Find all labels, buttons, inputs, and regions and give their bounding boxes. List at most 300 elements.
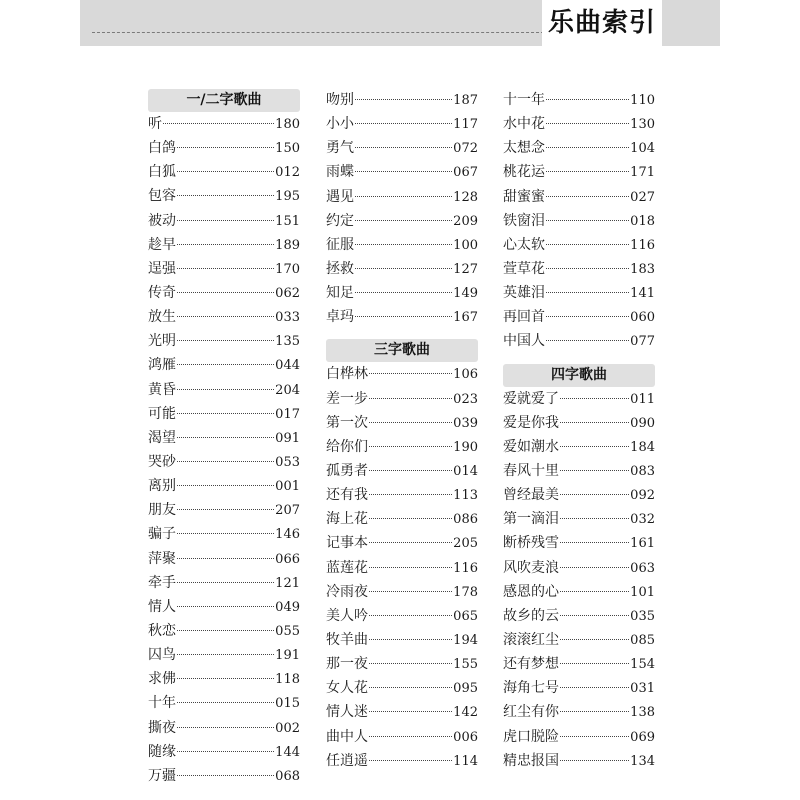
index-entry xyxy=(503,484,655,508)
dot-leader xyxy=(369,494,452,495)
song-title: 牧羊曲 xyxy=(326,631,368,648)
page-number: 189 xyxy=(275,237,300,253)
page-number: 002 xyxy=(275,720,300,736)
song-title: 囚鸟 xyxy=(148,647,176,664)
index-entry xyxy=(326,750,478,774)
index-entry xyxy=(326,484,478,508)
page-number: 035 xyxy=(630,608,655,624)
dot-leader xyxy=(355,196,452,197)
dot-leader xyxy=(560,760,629,761)
index-entry xyxy=(326,113,478,137)
page-number: 101 xyxy=(630,584,655,600)
page-number: 077 xyxy=(630,334,655,350)
page-number: 063 xyxy=(630,560,655,576)
song-title: 白桦林 xyxy=(326,366,368,383)
index-entry xyxy=(148,210,300,234)
dot-leader xyxy=(177,413,274,414)
page-number: 138 xyxy=(630,705,655,721)
song-title: 桃花运 xyxy=(503,164,545,181)
dot-leader xyxy=(369,470,452,471)
page-number: 091 xyxy=(275,430,300,446)
page-number: 116 xyxy=(630,237,655,253)
dot-leader xyxy=(177,630,274,631)
song-title: 爱是你我 xyxy=(503,414,559,431)
index-entry xyxy=(148,161,300,185)
page-number: 110 xyxy=(630,93,655,108)
section-heading: 四字歌曲 xyxy=(503,364,655,387)
page-number: 106 xyxy=(453,367,478,383)
dot-leader xyxy=(177,582,274,583)
song-title: 拯救 xyxy=(326,260,354,277)
song-title: 甜蜜蜜 xyxy=(503,188,545,205)
page-number: 015 xyxy=(275,696,300,712)
index-entry xyxy=(148,354,300,378)
page-number: 032 xyxy=(630,512,655,528)
index-entry xyxy=(503,137,655,161)
page-number: 100 xyxy=(453,237,478,253)
song-title: 万疆 xyxy=(148,767,176,784)
index-entry xyxy=(148,620,300,644)
index-entry xyxy=(503,581,655,605)
index-entry xyxy=(326,258,478,282)
index-entry xyxy=(503,412,655,436)
page-number: 092 xyxy=(630,488,655,504)
section-gap xyxy=(503,355,655,364)
song-title: 给你们 xyxy=(326,438,368,455)
dot-leader xyxy=(546,123,629,124)
dot-leader xyxy=(355,268,452,269)
dot-leader xyxy=(369,542,452,543)
index-entry xyxy=(326,677,478,701)
song-title: 离别 xyxy=(148,478,176,495)
song-title: 卓玛 xyxy=(326,309,354,326)
song-title: 可能 xyxy=(148,405,176,422)
page-number: 141 xyxy=(630,286,655,302)
song-title: 被动 xyxy=(148,212,176,229)
index-entry xyxy=(503,677,655,701)
page-number: 167 xyxy=(453,310,478,326)
dot-leader xyxy=(355,171,452,172)
index-entry xyxy=(148,499,300,523)
song-title: 那一夜 xyxy=(326,656,368,673)
dot-leader xyxy=(177,461,274,462)
page-number: 180 xyxy=(275,117,300,132)
index-entry xyxy=(326,629,478,653)
page-number: 085 xyxy=(630,632,655,648)
song-title: 十一年 xyxy=(503,92,545,108)
dot-leader xyxy=(369,639,452,640)
index-entry xyxy=(503,186,655,210)
song-title: 骗子 xyxy=(148,526,176,543)
dot-leader xyxy=(560,663,629,664)
song-title: 黄昏 xyxy=(148,381,176,398)
song-title: 还有梦想 xyxy=(503,656,559,673)
song-title: 渴望 xyxy=(148,429,176,446)
page-number: 130 xyxy=(630,117,655,133)
dot-leader xyxy=(177,606,274,607)
page-number: 072 xyxy=(453,141,478,157)
index-entry xyxy=(326,701,478,725)
index-entry xyxy=(503,306,655,330)
page-number: 104 xyxy=(630,141,655,157)
dot-leader xyxy=(560,518,629,519)
index-column-2 xyxy=(326,89,478,774)
dot-leader xyxy=(546,220,629,221)
index-entry xyxy=(503,161,655,185)
song-title: 海角七号 xyxy=(503,680,559,697)
index-entry xyxy=(503,726,655,750)
dot-leader xyxy=(560,711,629,712)
index-entry xyxy=(503,460,655,484)
dot-leader xyxy=(560,639,629,640)
index-entry xyxy=(148,379,300,403)
song-title: 传奇 xyxy=(148,284,176,301)
dot-leader xyxy=(560,687,629,688)
dot-leader xyxy=(560,470,629,471)
dot-leader xyxy=(177,268,274,269)
dot-leader xyxy=(177,171,274,172)
header-dashed-rule xyxy=(92,32,544,33)
index-entry xyxy=(326,186,478,210)
dot-leader xyxy=(355,147,452,148)
dot-leader xyxy=(369,711,452,712)
song-title: 征服 xyxy=(326,236,354,253)
page-number: 142 xyxy=(453,705,478,721)
index-entry xyxy=(503,436,655,460)
song-title: 勇气 xyxy=(326,140,354,157)
song-title: 萍聚 xyxy=(148,550,176,567)
page-number: 031 xyxy=(630,681,655,697)
dot-leader xyxy=(546,268,629,269)
dot-leader xyxy=(560,398,629,399)
index-entry xyxy=(326,282,478,306)
index-entry xyxy=(148,451,300,475)
dot-leader xyxy=(177,533,274,534)
index-entry xyxy=(326,460,478,484)
index-entry xyxy=(503,629,655,653)
page-number: 066 xyxy=(275,551,300,567)
page-number: 006 xyxy=(453,729,478,745)
index-entry xyxy=(503,750,655,774)
dot-leader xyxy=(177,195,274,196)
page-number: 144 xyxy=(275,744,300,760)
song-title: 心太软 xyxy=(503,236,545,253)
index-entry xyxy=(148,137,300,161)
page-number: 146 xyxy=(275,527,300,543)
index-entry xyxy=(148,475,300,499)
dot-leader xyxy=(177,220,274,221)
page-number: 068 xyxy=(275,768,300,784)
page-number: 083 xyxy=(630,463,655,479)
page-number: 135 xyxy=(275,334,300,350)
song-title: 虎口脱险 xyxy=(503,728,559,745)
page-number: 195 xyxy=(275,189,300,205)
index-entry xyxy=(503,388,655,412)
index-entry xyxy=(148,185,300,209)
dot-leader xyxy=(369,687,452,688)
page-number: 194 xyxy=(453,632,478,648)
dot-leader xyxy=(369,398,452,399)
page-number: 053 xyxy=(275,454,300,470)
page-number: 027 xyxy=(630,189,655,205)
dot-leader xyxy=(177,389,274,390)
index-entry xyxy=(148,572,300,596)
song-title: 雨蝶 xyxy=(326,164,354,181)
dot-leader xyxy=(177,678,274,679)
dot-leader xyxy=(560,542,629,543)
page-number: 095 xyxy=(453,681,478,697)
song-title: 滚滚红尘 xyxy=(503,631,559,648)
song-title: 再回首 xyxy=(503,309,545,326)
song-title: 第一滴泪 xyxy=(503,511,559,528)
page-number: 207 xyxy=(275,503,300,519)
song-title: 求佛 xyxy=(148,671,176,688)
page-number: 171 xyxy=(630,165,655,181)
page-number: 190 xyxy=(453,439,478,455)
song-title: 爱如潮水 xyxy=(503,438,559,455)
dot-leader xyxy=(560,591,629,592)
song-title: 故乡的云 xyxy=(503,607,559,624)
song-title: 孤勇者 xyxy=(326,462,368,479)
index-entry xyxy=(326,508,478,532)
index-entry xyxy=(148,330,300,354)
dot-leader xyxy=(369,567,452,568)
page-number: 155 xyxy=(453,657,478,673)
dot-leader xyxy=(355,316,452,317)
dot-leader xyxy=(355,220,452,221)
page-number: 170 xyxy=(275,261,300,277)
song-title: 第一次 xyxy=(326,414,368,431)
dot-leader xyxy=(546,147,629,148)
song-title: 萱草花 xyxy=(503,260,545,277)
song-title: 约定 xyxy=(326,212,354,229)
page-number: 012 xyxy=(275,165,300,181)
page-number: 049 xyxy=(275,599,300,615)
index-entry xyxy=(503,258,655,282)
dot-leader xyxy=(177,775,274,776)
dot-leader xyxy=(369,422,452,423)
index-entry xyxy=(148,306,300,330)
index-entry xyxy=(148,668,300,692)
song-title: 冷雨夜 xyxy=(326,583,368,600)
page-number: 127 xyxy=(453,261,478,277)
song-title: 逞强 xyxy=(148,260,176,277)
dot-leader xyxy=(355,123,452,124)
page-number: 205 xyxy=(453,536,478,552)
dot-leader xyxy=(177,147,274,148)
page-title: 乐曲索引 xyxy=(542,0,662,46)
dot-leader xyxy=(560,422,629,423)
dot-leader xyxy=(546,340,629,341)
dot-leader xyxy=(163,123,274,124)
page-number: 113 xyxy=(453,488,478,504)
index-entry xyxy=(326,137,478,161)
song-title: 曲中人 xyxy=(326,728,368,745)
song-title: 红尘有你 xyxy=(503,704,559,721)
index-entry xyxy=(326,532,478,556)
song-title: 蓝莲花 xyxy=(326,559,368,576)
song-title: 情人迷 xyxy=(326,704,368,721)
page-number: 178 xyxy=(453,584,478,600)
page-number: 154 xyxy=(630,657,655,673)
dot-leader xyxy=(369,373,452,374)
dot-leader xyxy=(560,446,629,447)
index-column-1 xyxy=(148,89,300,789)
index-entry xyxy=(326,161,478,185)
page-number: 116 xyxy=(453,560,478,576)
page-number: 067 xyxy=(453,165,478,181)
page-number: 150 xyxy=(275,141,300,157)
index-entry xyxy=(326,581,478,605)
page-number: 191 xyxy=(275,648,300,664)
dot-leader xyxy=(546,99,629,100)
index-entry xyxy=(326,388,478,412)
index-entry xyxy=(326,363,478,387)
dot-leader xyxy=(546,292,629,293)
dot-leader xyxy=(355,99,452,100)
dot-leader xyxy=(546,196,629,197)
index-entry xyxy=(148,234,300,258)
index-entry xyxy=(326,306,478,330)
index-entry xyxy=(326,653,478,677)
song-title: 女人花 xyxy=(326,680,368,697)
page-number: 183 xyxy=(630,261,655,277)
dot-leader xyxy=(177,340,274,341)
index-column-3 xyxy=(503,89,655,774)
page-number: 118 xyxy=(275,672,300,688)
index-entry xyxy=(326,234,478,258)
index-entry xyxy=(148,765,300,789)
dot-leader xyxy=(369,663,452,664)
song-title: 光明 xyxy=(148,333,176,350)
dot-leader xyxy=(369,615,452,616)
section-heading: 三字歌曲 xyxy=(326,339,478,362)
song-title: 随缘 xyxy=(148,743,176,760)
index-entry xyxy=(503,89,655,113)
dot-leader xyxy=(560,736,629,737)
index-entry xyxy=(503,234,655,258)
song-title: 情人 xyxy=(148,598,176,615)
dot-leader xyxy=(177,437,274,438)
song-title: 鸿雁 xyxy=(148,357,176,374)
song-title: 知足 xyxy=(326,285,354,302)
section-gap xyxy=(326,330,478,339)
index-entry xyxy=(148,427,300,451)
page-number: 033 xyxy=(275,310,300,326)
song-title: 断桥残雪 xyxy=(503,535,559,552)
page-number: 090 xyxy=(630,415,655,431)
index-entry xyxy=(326,726,478,750)
dot-leader xyxy=(177,654,274,655)
dot-leader xyxy=(369,591,452,592)
index-entry xyxy=(148,692,300,716)
index-entry xyxy=(326,605,478,629)
song-title: 牵手 xyxy=(148,574,176,591)
song-title: 海上花 xyxy=(326,511,368,528)
song-title: 太想念 xyxy=(503,140,545,157)
dot-leader xyxy=(177,292,274,293)
index-entry xyxy=(148,113,300,137)
index-entry xyxy=(148,717,300,741)
song-title: 曾经最美 xyxy=(503,487,559,504)
index-entry xyxy=(326,436,478,460)
page-number: 086 xyxy=(453,512,478,528)
page-number: 184 xyxy=(630,439,655,455)
song-title: 撕夜 xyxy=(148,719,176,736)
index-entry xyxy=(503,701,655,725)
page-number: 039 xyxy=(453,415,478,431)
page-number: 018 xyxy=(630,213,655,229)
index-entry xyxy=(503,605,655,629)
song-title: 趁早 xyxy=(148,236,176,253)
song-title: 感恩的心 xyxy=(503,583,559,600)
index-entry xyxy=(326,89,478,113)
index-entry xyxy=(148,741,300,765)
index-entry xyxy=(503,113,655,137)
song-title: 吻别 xyxy=(326,92,354,108)
dot-leader xyxy=(369,518,452,519)
song-title: 小小 xyxy=(326,116,354,133)
dot-leader xyxy=(369,736,452,737)
dot-leader xyxy=(177,316,274,317)
song-title: 十年 xyxy=(148,695,176,712)
index-entry xyxy=(503,282,655,306)
dot-leader xyxy=(177,558,274,559)
page-number: 209 xyxy=(453,213,478,229)
page-number: 017 xyxy=(275,406,300,422)
song-title: 遇见 xyxy=(326,188,354,205)
dot-leader xyxy=(560,494,629,495)
index-entry xyxy=(326,210,478,234)
page-number: 001 xyxy=(275,479,300,495)
song-title: 风吹麦浪 xyxy=(503,559,559,576)
dot-leader xyxy=(355,292,452,293)
index-entry xyxy=(326,412,478,436)
index-entry xyxy=(326,557,478,581)
song-title: 水中花 xyxy=(503,116,545,133)
dot-leader xyxy=(177,702,274,703)
dot-leader xyxy=(177,509,274,510)
index-entry xyxy=(503,653,655,677)
index-entry xyxy=(148,523,300,547)
song-title: 春风十里 xyxy=(503,462,559,479)
song-title: 中国人 xyxy=(503,333,545,350)
section-heading: 一/二字歌曲 xyxy=(148,89,300,112)
index-entry xyxy=(148,282,300,306)
song-title: 包容 xyxy=(148,188,176,205)
song-title: 白鸽 xyxy=(148,140,176,157)
song-title: 精忠报国 xyxy=(503,752,559,769)
page-number: 055 xyxy=(275,623,300,639)
page-number: 062 xyxy=(275,285,300,301)
page-number: 011 xyxy=(630,391,655,407)
dot-leader xyxy=(177,727,274,728)
index-entry xyxy=(148,403,300,427)
index-entry xyxy=(503,210,655,234)
song-title: 朋友 xyxy=(148,502,176,519)
song-title: 英雄泪 xyxy=(503,285,545,302)
page-number: 023 xyxy=(453,391,478,407)
dot-leader xyxy=(546,171,629,172)
song-title: 白狐 xyxy=(148,164,176,181)
dot-leader xyxy=(546,316,629,317)
page-number: 204 xyxy=(275,382,300,398)
song-title: 差一步 xyxy=(326,390,368,407)
song-title: 哭砂 xyxy=(148,453,176,470)
page-number: 187 xyxy=(453,93,478,108)
song-title: 铁窗泪 xyxy=(503,212,545,229)
dot-leader xyxy=(177,485,274,486)
